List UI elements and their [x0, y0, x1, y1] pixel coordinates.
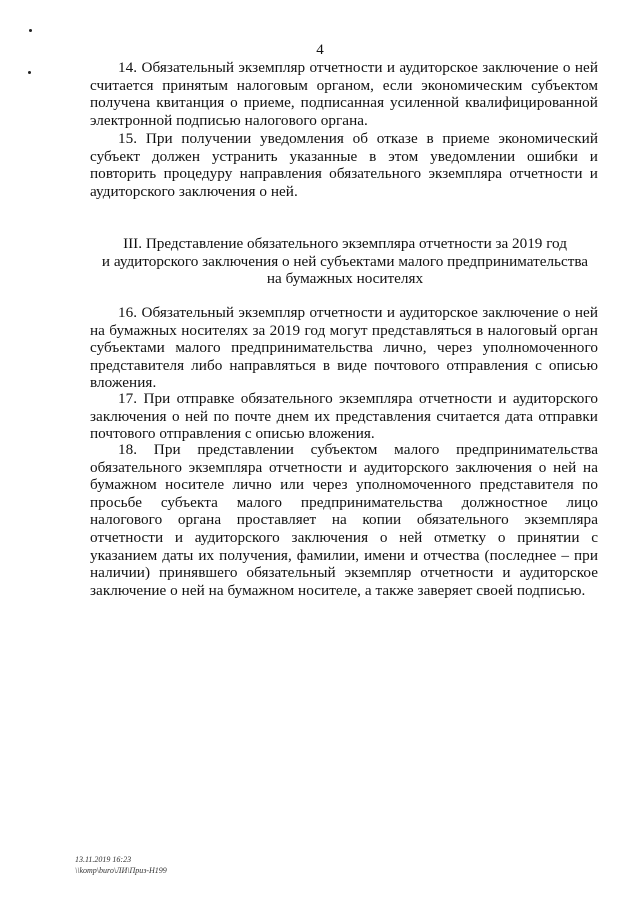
page-number: 4: [316, 42, 324, 58]
paragraph-14: 14. Обязательный экземпляр отчетности и аудиторское заключение о ней считается принятым налоговым органом, если экономическим субъектом получена квитанция о приеме, подписанная усиленной квалифицированной электронной подписью налогового органа.: [90, 59, 598, 129]
paragraph-16: 16. Обязательный экземпляр отчетности и аудиторское заключение о ней на бумажных носителях за 2019 год могут представляться в налоговый орган субъектами малого предпринимательства лично, через уполномоченного представителя либо направляться в виде почтового отправления с описью вложения.: [90, 304, 598, 392]
paragraph-18: 18. При представлении субъектом малого предпринимательства обязательного экземпляра отчетности и аудиторского заключения о ней на бумажном носителе лично или через уполномоченного представителя по просьбе субъекта малого предпринимательства должностное лицо налогового органа проставляет на копии обязательного экземпляра отчетности и аудиторского заключения о ней отметку о принятии с указанием даты их получения, фамилии, имени и отчества (последнее – при наличии) принявшего обязательный экземпляр отчетности и аудиторское заключение о ней на бумажном носителе, а также заверяет своей подписью.: [90, 441, 598, 599]
section-heading-line: и аудиторского заключения о ней субъектами малого предпринимательства: [101, 252, 589, 270]
section-heading-line: III. Представление обязательного экземпляра отчетности за 2019 год: [123, 235, 567, 252]
section-heading: [80, 235, 610, 288]
footer-file-path: \\komp\buro\ЛИ\Приз-Н199: [75, 866, 167, 875]
scan-mark: [28, 71, 31, 74]
footer-timestamp: 13.11.2019 16:23: [75, 855, 132, 864]
section-heading-line: на бумажных носителях: [266, 270, 424, 288]
paragraph-17: 17. При отправке обязательного экземпляра отчетности и аудиторского заключения о ней по почте днем их представления считается дата отправки почтового отправления с описью вложения.: [90, 390, 598, 443]
scan-mark: [29, 29, 32, 32]
paragraph-15: 15. При получении уведомления об отказе в приеме экономический субъект должен устранить указанные в этом уведомлении ошибки и повторить процедуру направления обязательного экземпляра отчетности и аудиторского заключения о ней.: [90, 130, 598, 200]
document-footer: [75, 854, 167, 876]
